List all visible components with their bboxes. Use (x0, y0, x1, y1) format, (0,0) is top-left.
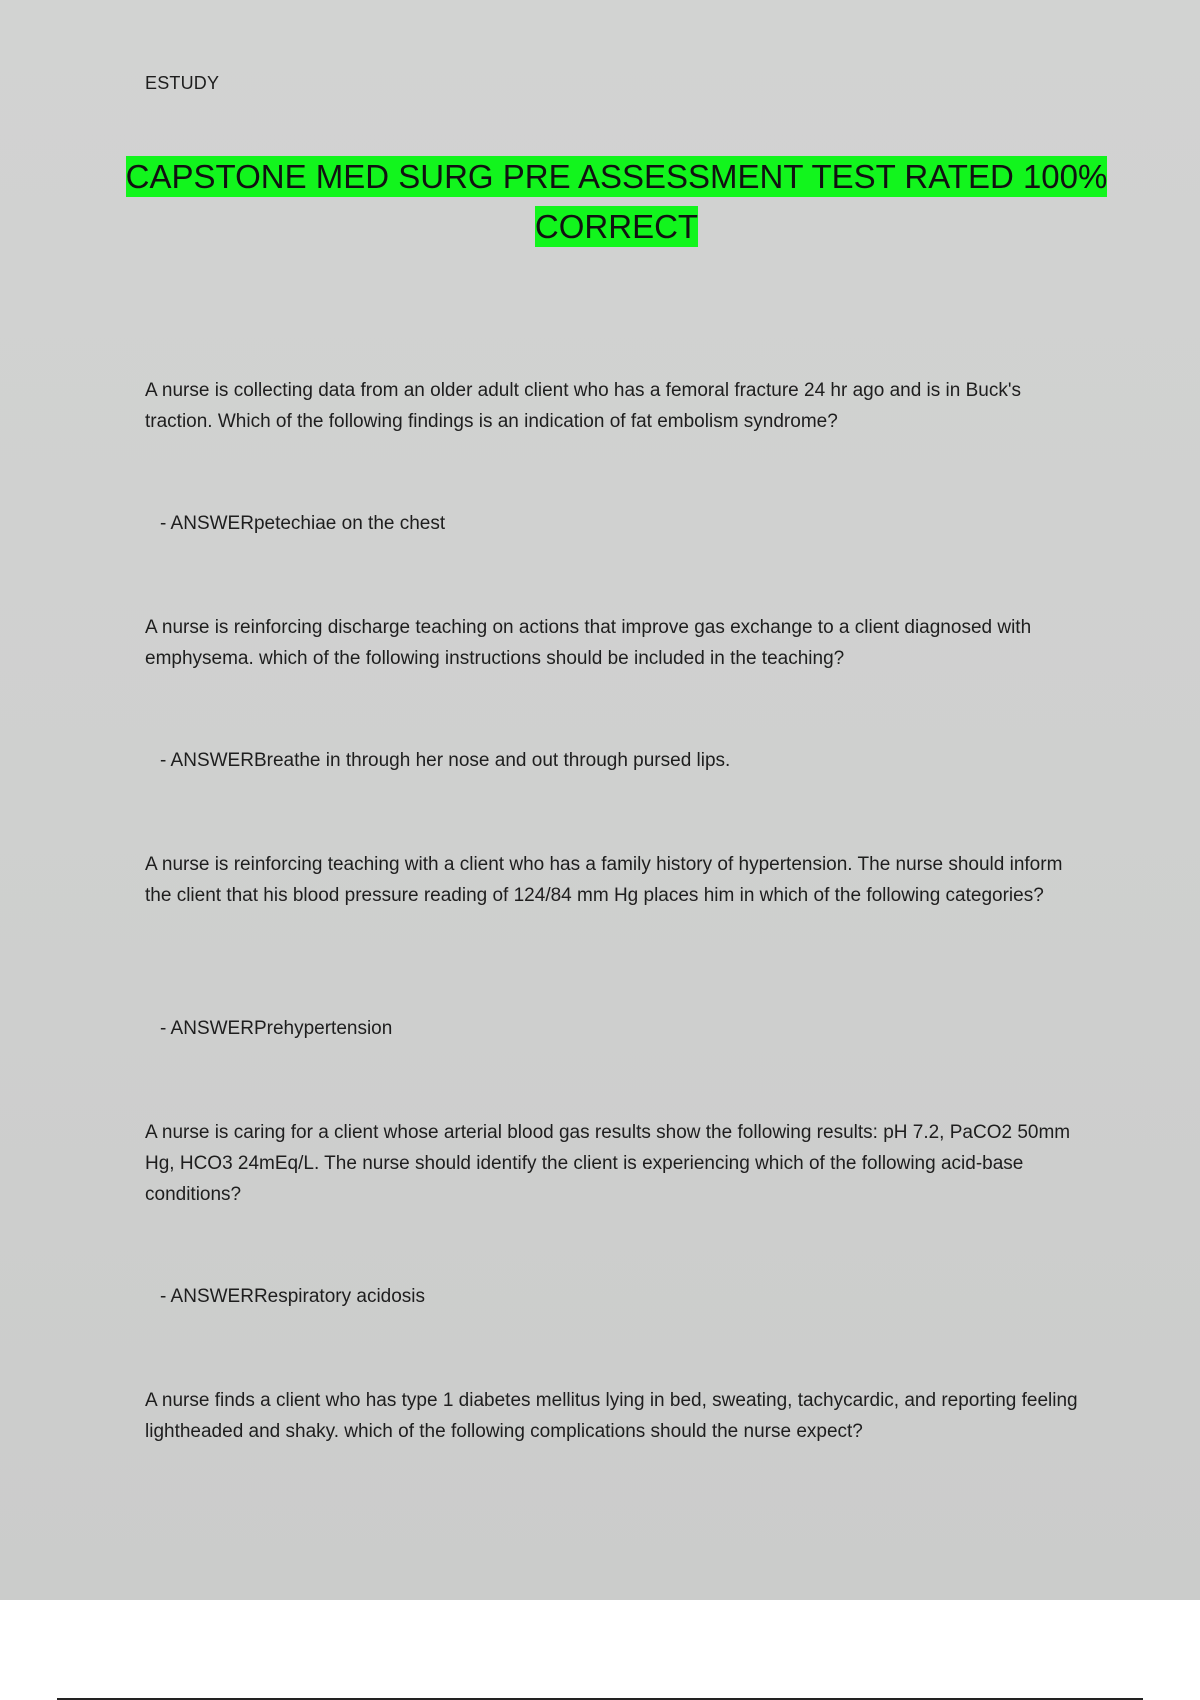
question-4: A nurse is caring for a client whose arterial blood gas results show the following results: pH 7.2, PaCO2 50mm Hg, HCO3 24mEq/L. The nurse should identify the client is experiencing which of the following acid-base conditions? (145, 1122, 1071, 1205)
answer-1: - ANSWERpetechiae on the chest (160, 513, 446, 534)
question-5: A nurse finds a client who has type 1 diabetes mellitus lying in bed, sweating, tachycardic, and reporting feeling lightheaded and shaky. which of the following complications should the nurse expect? (145, 1390, 1078, 1442)
document-title (0, 152, 1200, 252)
question-2: A nurse is reinforcing discharge teaching on actions that improve gas exchange to a client diagnosed with emphysema. which of the following instructions should be included in the teaching? (145, 617, 1032, 669)
question-1: A nurse is collecting data from an older adult client who has a femoral fracture 24 hr ago and is in Buck's traction. Which of the following findings is an indication of fat embolism syndrome? (145, 380, 1021, 432)
answer-3: - ANSWERPrehypertension (160, 1018, 393, 1039)
header-brand: ESTUDY (145, 73, 220, 93)
title-line-1: CAPSTONE MED SURG PRE ASSESSMENT TEST RATED 100% (125, 158, 1108, 195)
question-3: A nurse is reinforcing teaching with a client who has a family history of hypertension. The nurse should inform the client that his blood pressure reading of 124/84 mm Hg places him in which of the following categories? (145, 854, 1063, 906)
title-line-2: CORRECT (534, 208, 699, 245)
answer-4: - ANSWERRespiratory acidosis (160, 1286, 426, 1307)
answer-2: - ANSWERBreathe in through her nose and out through pursed lips. (160, 750, 731, 771)
